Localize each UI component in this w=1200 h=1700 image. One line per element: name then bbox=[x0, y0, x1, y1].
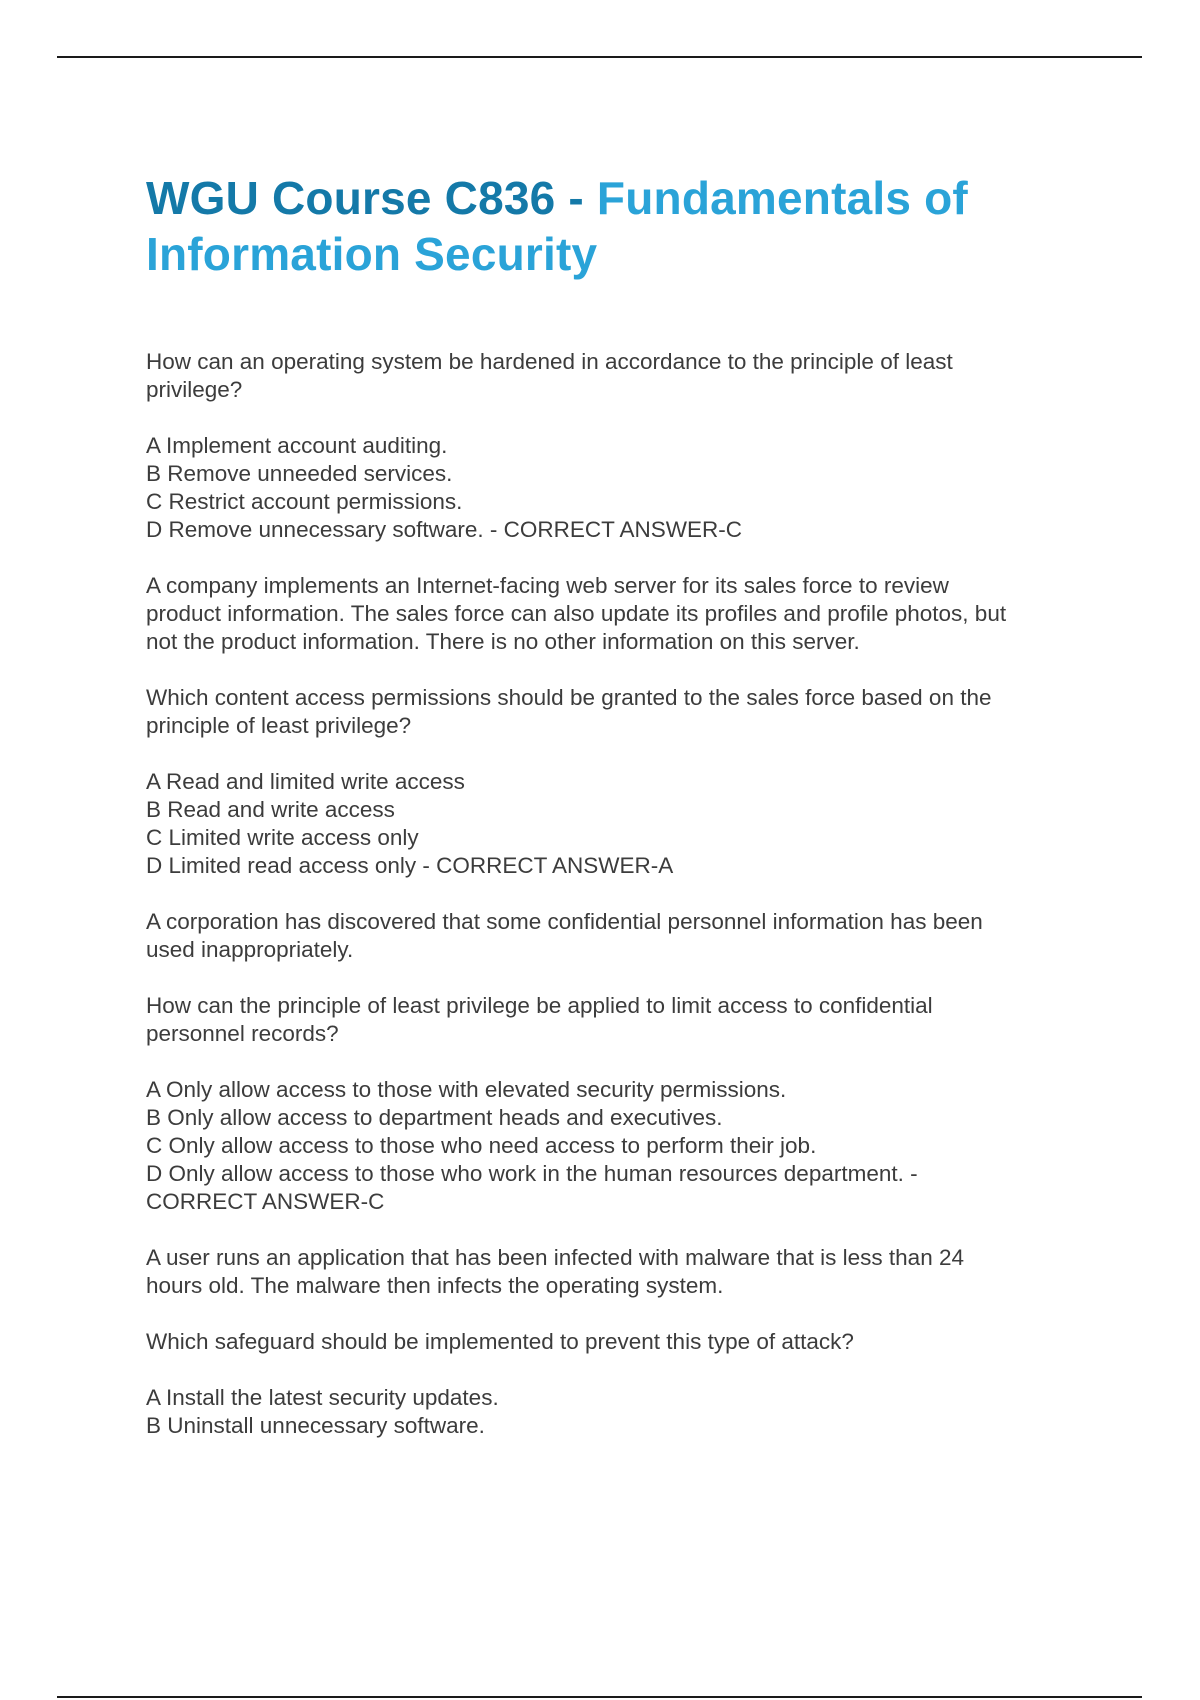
text-line: CORRECT ANSWER-C bbox=[146, 1189, 385, 1214]
paragraph bbox=[146, 992, 1086, 1048]
text-line: C Restrict account permissions. bbox=[146, 489, 463, 514]
paragraph bbox=[146, 572, 1086, 656]
text-line: principle of least privilege? bbox=[146, 713, 412, 738]
text-line: How can an operating system be hardened in accordance to the principle of least bbox=[146, 349, 953, 374]
text-line: A corporation has discovered that some confidential personnel information has been bbox=[146, 909, 983, 934]
title-course-code: WGU Course C836 - bbox=[146, 172, 597, 224]
title-subject-line2: Information Security bbox=[146, 228, 598, 280]
text-line: A Install the latest security updates. bbox=[146, 1385, 499, 1410]
footer-rule bbox=[57, 1696, 1142, 1698]
text-line: Which safeguard should be implemented to prevent this type of attack? bbox=[146, 1329, 854, 1354]
paragraph bbox=[146, 432, 1086, 544]
paragraph bbox=[146, 1384, 1086, 1440]
text-line: hours old. The malware then infects the operating system. bbox=[146, 1273, 724, 1298]
text-line: B Remove unneeded services. bbox=[146, 461, 453, 486]
text-line: A user runs an application that has been infected with malware that is less than 24 bbox=[146, 1245, 964, 1270]
text-line: D Limited read access only - CORRECT ANSWER-A bbox=[146, 853, 674, 878]
text-line: C Only allow access to those who need access to perform their job. bbox=[146, 1133, 817, 1158]
text-line: Which content access permissions should be granted to the sales force based on the bbox=[146, 685, 992, 710]
text-line: personnel records? bbox=[146, 1021, 339, 1046]
paragraph bbox=[146, 1244, 1086, 1300]
paragraph bbox=[146, 908, 1086, 964]
paragraph bbox=[146, 348, 1086, 404]
text-line: B Only allow access to department heads and executives. bbox=[146, 1105, 723, 1130]
paragraph bbox=[146, 768, 1086, 880]
paragraph bbox=[146, 1328, 1086, 1356]
text-line: A company implements an Internet-facing web server for its sales force to review bbox=[146, 573, 949, 598]
header-rule bbox=[57, 56, 1142, 58]
paragraph bbox=[146, 684, 1086, 740]
title-subject-line1: Fundamentals of bbox=[596, 172, 968, 224]
document-body bbox=[146, 170, 1086, 1468]
text-line: A Read and limited write access bbox=[146, 769, 465, 794]
text-line: B Read and write access bbox=[146, 797, 395, 822]
document-title bbox=[146, 170, 1086, 282]
text-line: A Implement account auditing. bbox=[146, 433, 448, 458]
text-line: used inappropriately. bbox=[146, 937, 354, 962]
text-line: D Remove unnecessary software. - CORRECT ANSWER-C bbox=[146, 517, 742, 542]
text-line: product information. The sales force can also update its profiles and profile photos, but bbox=[146, 601, 1007, 626]
text-line: privilege? bbox=[146, 377, 243, 402]
paragraph bbox=[146, 1076, 1086, 1216]
text-line: How can the principle of least privilege be applied to limit access to confidential bbox=[146, 993, 933, 1018]
text-line: D Only allow access to those who work in the human resources department. - bbox=[146, 1161, 918, 1186]
question-list bbox=[146, 348, 1086, 1440]
text-line: B Uninstall unnecessary software. bbox=[146, 1413, 485, 1438]
text-line: C Limited write access only bbox=[146, 825, 419, 850]
text-line: not the product information. There is no other information on this server. bbox=[146, 629, 860, 654]
text-line: A Only allow access to those with elevated security permissions. bbox=[146, 1077, 787, 1102]
